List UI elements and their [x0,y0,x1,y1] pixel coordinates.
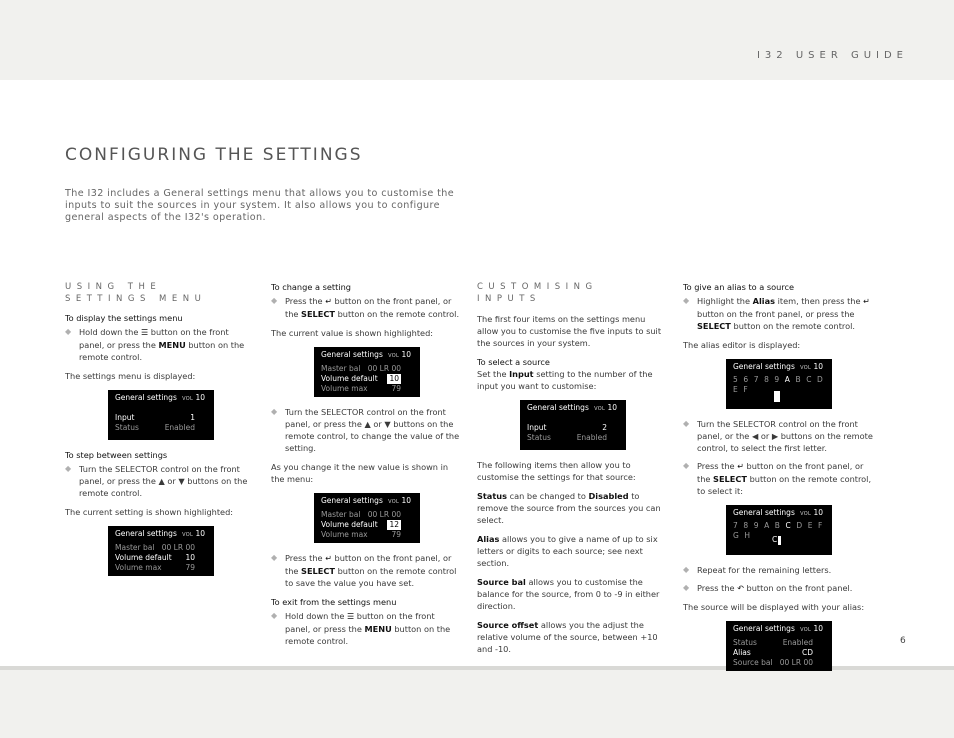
list-item: ◆ Highlight the Alias item, then press the ↵ button on the front panel, or press the SELECT button on the remote control. [683,296,870,331]
section-title: USING THE SETTINGS MENU [65,282,207,304]
column-customising-inputs [477,281,667,655]
enter-arrow-icon: ↵ [325,554,332,563]
display-screen: General settings VOL 10 Input 2 Status Enabled [520,400,626,450]
display-screen: General settings VOL 10 Status Enabled Alias CD Source bal 00 LR 00 [726,621,832,671]
subheading: To step between settings [65,450,168,460]
body-text: The source will be displayed with your alias: [683,602,865,612]
display-screen: General settings VOL 10 Master bal 00 LR 00 Volume default 12 Volume max 79 [314,493,420,543]
list-item: ◆ Press the ↵ button on the front panel, or the SELECT button on the remote control. [271,296,460,319]
alias-character-strip: 7 8 9 A B C D E F G H [733,521,824,540]
body-text: Set the Input setting to the number of the input you want to customise: [477,369,653,391]
diamond-bullet-icon: ◆ [683,583,690,592]
diamond-bullet-icon: ◆ [683,565,690,574]
display-screen: General settings VOL 10 Master bal 00 LR 00 Volume default 10 Volume max 79 [314,347,420,397]
intro-paragraph: The I32 includes a General settings menu that allows you to customise the inputs to suit the sources in your system. It also allows you to configure general aspects of the I32's operation. [65,188,455,223]
diamond-bullet-icon: ◆ [271,611,278,620]
display-screen: General settings VOL 10 7 8 9 A B C D E F G H C [726,505,832,555]
list-item: ◆ Repeat for the remaining letters. [683,565,832,575]
diamond-bullet-icon: ◆ [65,327,72,336]
subheading: To change a setting [271,282,351,292]
body-text: The settings menu is displayed: [65,371,196,381]
enter-arrow-icon: ↵ [863,297,870,306]
enter-arrow-icon: ↵ [325,297,332,306]
list-item: ◆ Press the ↶ button on the front panel. [683,583,853,593]
body-text: The following items then allow you to customise the settings for that source: [477,460,636,482]
body-text: Alias allows you to give a name of up to six letters or digits to each source; see next section. [477,534,658,568]
subheading: To give an alias to a source [683,282,795,292]
display-screen: General settings VOL 10 Master bal 00 LR 00 Volume default 10 Volume max 79 [108,526,214,576]
menu-list-icon: ☰ [346,612,355,621]
list-item: ◆ Turn the SELECTOR control on the front panel, or press the ▲ or ▼ buttons on the remote control, to change the value of the setting. [271,407,460,453]
alias-character-strip: 5 6 7 8 9 A B C D E F [733,375,825,394]
body-text: Source bal allows you to customise the balance for the source, from 0 to -9 in either direction. [477,577,660,611]
body-text: The current value is shown highlighted: [271,328,434,338]
list-item: ◆ Turn the SELECTOR control on the front panel, or the ◀ or ▶ buttons on the remote control, to select the first letter. [683,419,873,453]
list-item: ◆ Hold down the ☰ button on the front panel, or press the MENU button on the remote control. [65,327,245,362]
menu-list-icon: ☰ [140,328,149,337]
display-screen: General settings VOL 10 5 6 7 8 9 A B C D E F [726,359,832,409]
diamond-bullet-icon: ◆ [65,464,72,473]
text-cursor [778,536,781,545]
body-text: Status can be changed to Disabled to remove the source from the sources you can select. [477,491,661,525]
diamond-bullet-icon: ◆ [683,419,690,428]
body-text: The alias editor is displayed: [683,340,801,350]
guide-title: I32 USER GUIDE [756,50,908,61]
body-text: As you change it the new value is shown in the menu: [271,462,449,484]
display-screen: General settings VOL 10 Input 1 Status Enabled [108,390,214,440]
text-cursor [774,391,780,402]
bottom-band [0,670,954,738]
subheading: To exit from the settings menu [271,597,397,607]
list-item: ◆ Press the ↵ button on the front panel, or the SELECT button on the remote control to save the value you have set. [271,553,457,588]
back-arrow-icon: ↶ [737,584,744,593]
body-text: Source offset allows you the adjust the relative volume of the source, between +10 and -10. [477,620,658,654]
enter-arrow-icon: ↵ [737,462,744,471]
page-number: 6 [900,636,906,646]
diamond-bullet-icon: ◆ [683,461,690,470]
column-alias [683,281,873,671]
list-item: ◆ Press the ↵ button on the front panel, or the SELECT button on the remote control, to select it: [683,461,872,496]
subheading: To display the settings menu [65,313,183,323]
top-band [0,0,954,80]
body-text: The first four items on the settings menu allow you to customise the five inputs to suit the sources in your system. [477,314,662,348]
entered-alias: C [772,535,781,545]
list-item: ◆ Hold down the ☰ button on the front panel, or press the MENU button on the remote control. [271,611,451,646]
list-item: ◆ Turn the SELECTOR control on the front panel, or press the ▲ or ▼ buttons on the remote control. [65,464,248,498]
section-title: CUSTOMISING INPUTS [477,282,598,304]
column-settings-menu [65,281,255,576]
diamond-bullet-icon: ◆ [271,407,278,416]
diamond-bullet-icon: ◆ [271,553,278,562]
page-title: CONFIGURING THE SETTINGS [65,145,363,165]
diamond-bullet-icon: ◆ [683,296,690,305]
column-change-setting [271,281,461,647]
subheading: To select a source [477,357,550,367]
body-text: The current setting is shown highlighted: [65,507,234,517]
diamond-bullet-icon: ◆ [271,296,278,305]
